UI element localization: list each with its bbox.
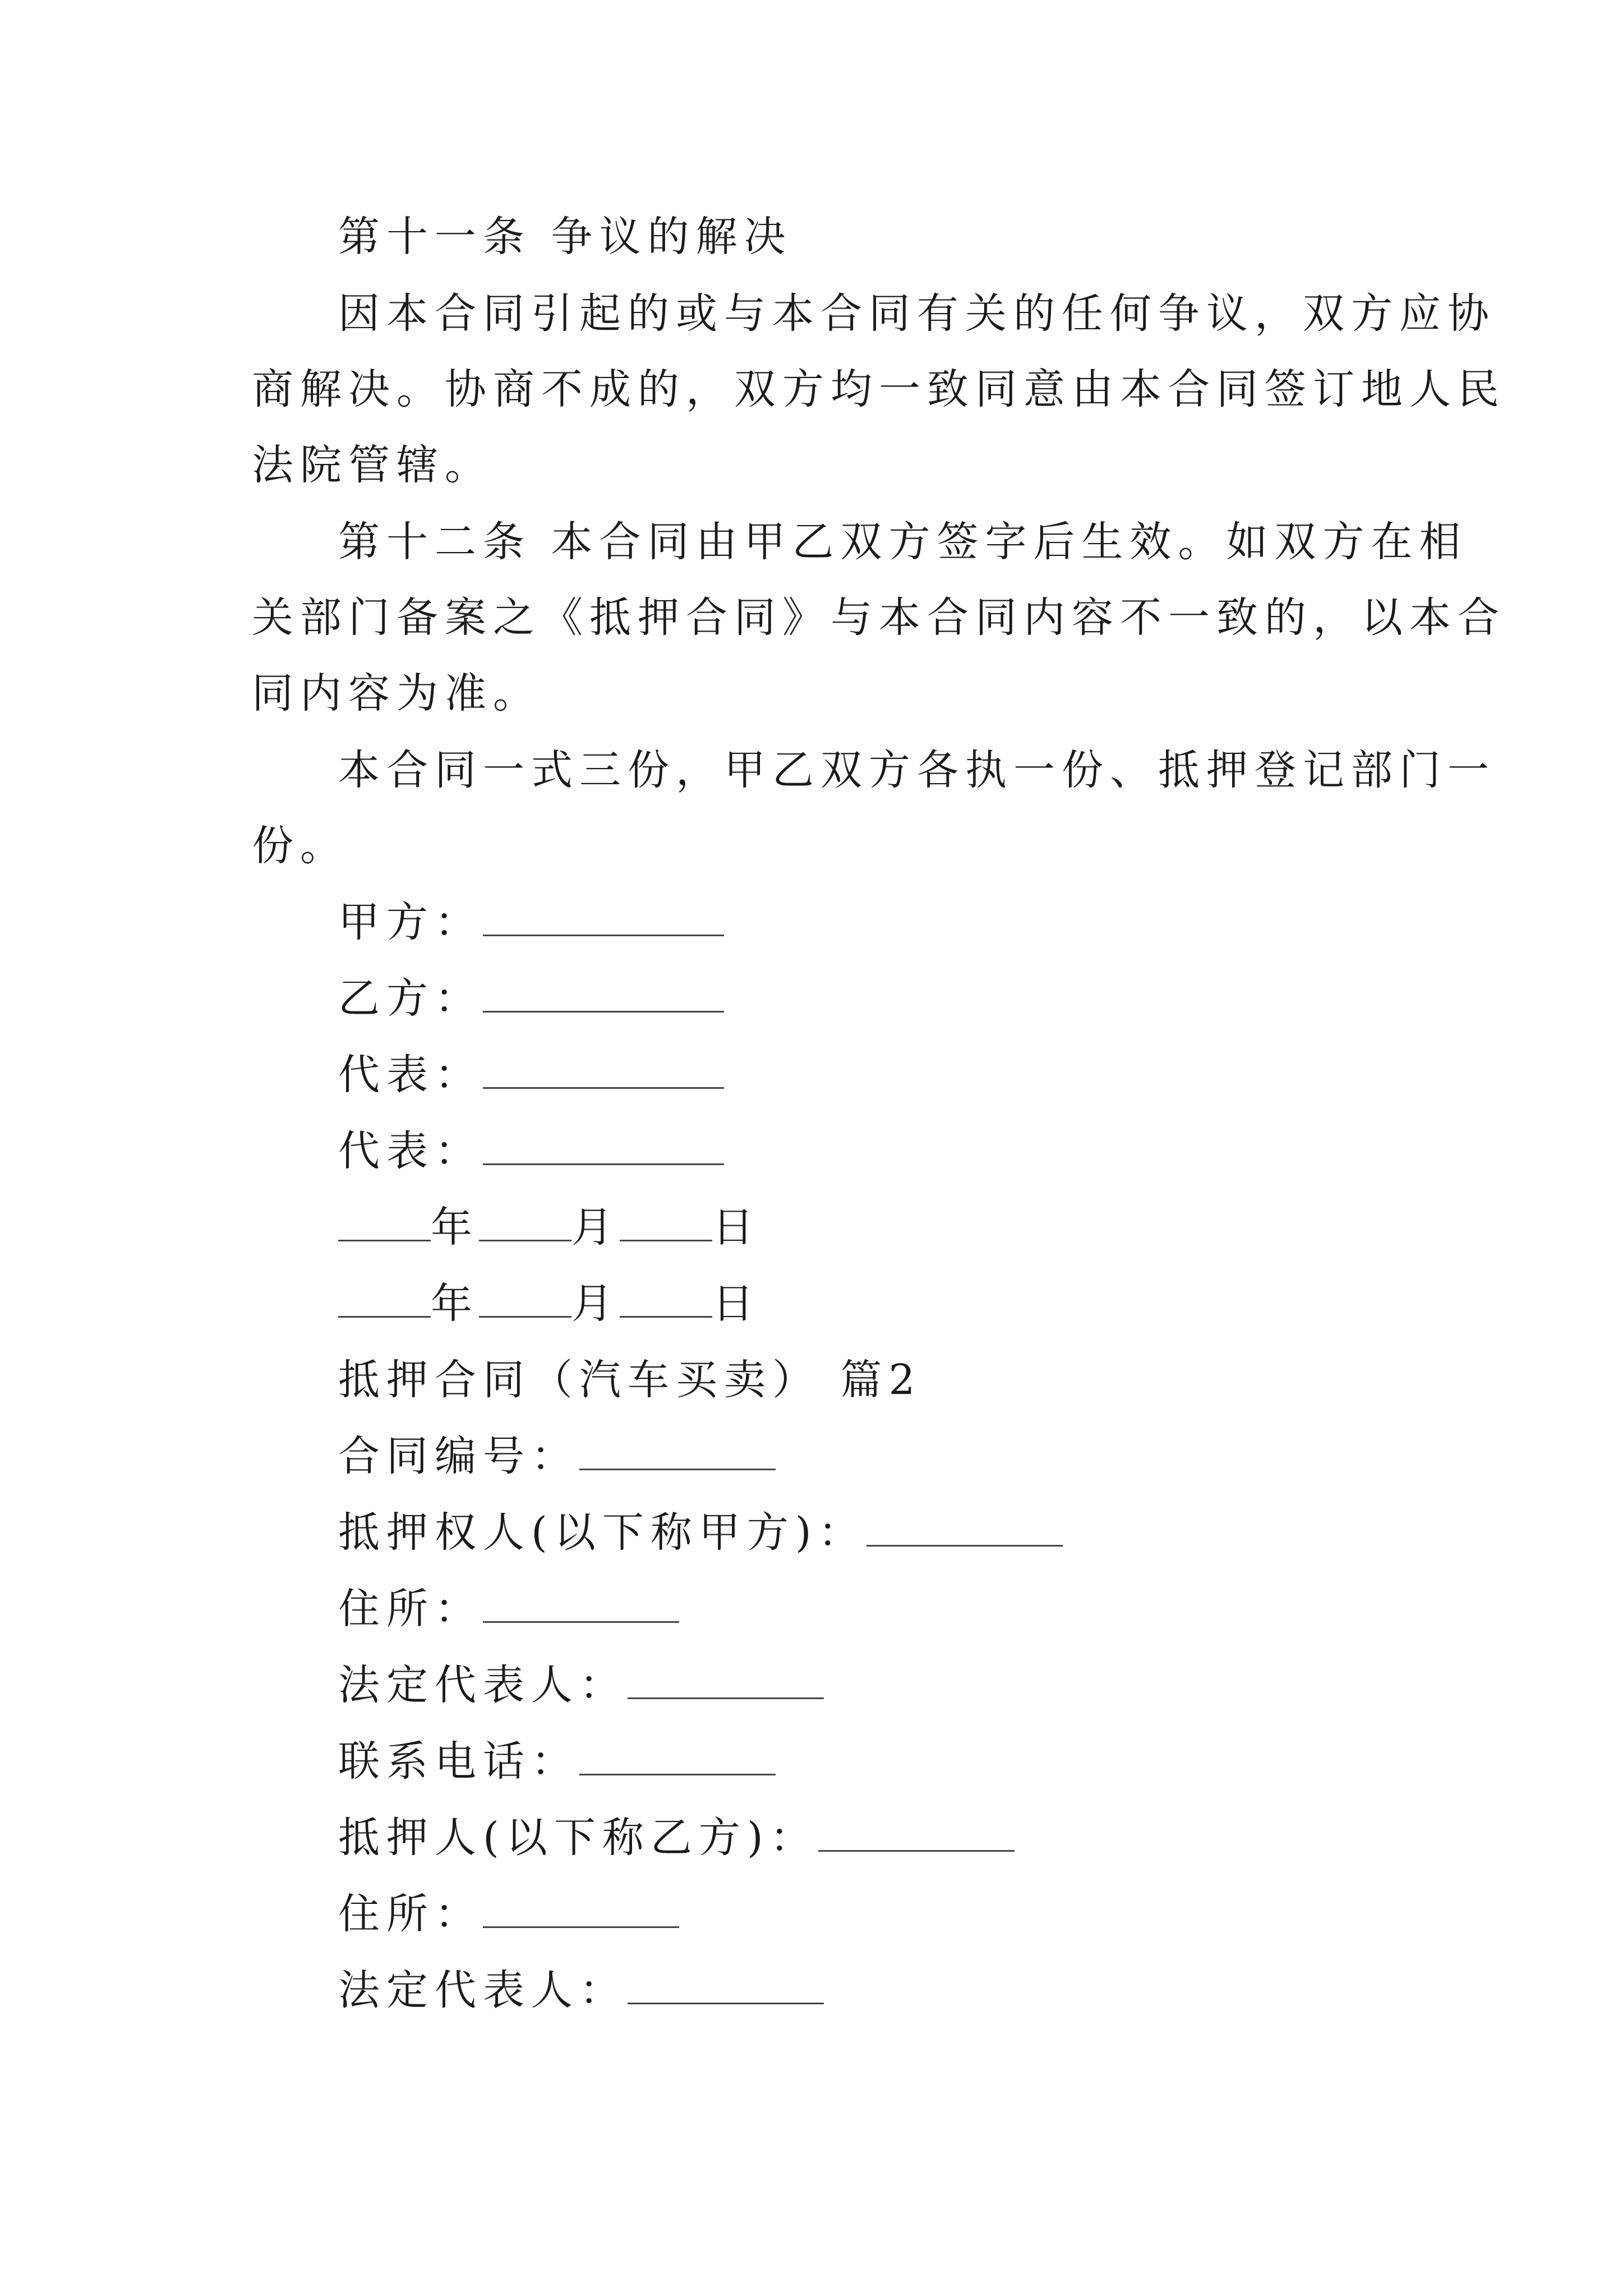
section-2-title: 抵押合同（汽车买卖） 篇2 <box>338 1356 922 1404</box>
month-blank <box>479 1206 571 1241</box>
mortgagee-line <box>338 1508 1063 1557</box>
contract-number-line <box>338 1432 776 1481</box>
representative-1-line <box>338 1050 724 1099</box>
article-11-line-2: 商解决。协商不成的，双方均一致同意由本合同签订地人民 <box>252 365 1506 413</box>
legal-rep-1-line <box>338 1660 824 1710</box>
month-label: 月 <box>571 1280 620 1328</box>
year-label: 年 <box>431 1203 479 1251</box>
party-a-label: 甲方： <box>338 898 483 946</box>
phone-label: 联系电话： <box>338 1737 579 1786</box>
article-12-line-1: 第十二条 本合同由甲乙双方签字后生效。如双方在相 <box>338 518 1468 566</box>
month-label: 月 <box>571 1203 620 1251</box>
address-1-label: 住所： <box>338 1585 483 1633</box>
address-2-line <box>338 1889 679 1939</box>
month-blank <box>479 1282 571 1318</box>
party-a-blank <box>483 901 724 936</box>
article-11-line-1: 因本合同引起的或与本合同有关的任何争议，双方应协 <box>338 289 1496 338</box>
article-12-line-3: 同内容为准。 <box>252 669 541 717</box>
mortgagee-blank <box>866 1511 1063 1547</box>
representative-1-blank <box>483 1053 724 1089</box>
legal-rep-2-line <box>338 1966 824 2015</box>
copies-line-1: 本合同一式三份，甲乙双方各执一份、抵押登记部门一 <box>338 746 1496 794</box>
address-2-label: 住所： <box>338 1890 483 1938</box>
legal-rep-2-blank <box>628 1969 824 2004</box>
day-label: 日 <box>712 1280 760 1328</box>
party-b-blank <box>483 977 724 1013</box>
copies-line-2: 份。 <box>252 822 348 870</box>
date-line-1 <box>338 1203 760 1252</box>
representative-2-label: 代表： <box>338 1127 483 1175</box>
mortgagee-label: 抵押权人(以下称甲方)： <box>338 1508 866 1557</box>
legal-rep-1-blank <box>628 1664 824 1699</box>
article-11-heading: 第十一条 争议的解决 <box>338 213 792 261</box>
mortgagor-line <box>338 1813 1015 1862</box>
phone-line <box>338 1737 776 1786</box>
representative-2-blank <box>483 1130 724 1165</box>
mortgagor-label: 抵押人(以下称乙方)： <box>338 1814 818 1862</box>
year-blank <box>338 1282 431 1318</box>
phone-blank <box>579 1740 776 1775</box>
mortgagor-blank <box>818 1816 1015 1852</box>
representative-2-line <box>338 1126 724 1176</box>
year-label: 年 <box>431 1280 479 1328</box>
legal-rep-1-label: 法定代表人： <box>338 1661 628 1709</box>
address-1-line <box>338 1584 679 1634</box>
day-blank <box>620 1206 712 1241</box>
address-2-blank <box>483 1893 679 1928</box>
article-12-line-2: 关部门备案之《抵押合同》与本合同内容不一致的，以本合 <box>252 593 1506 642</box>
article-11-line-3: 法院管辖。 <box>252 441 493 489</box>
date-line-2 <box>338 1279 760 1328</box>
legal-rep-2-label: 法定代表人： <box>338 1966 628 2014</box>
contract-number-blank <box>579 1435 776 1470</box>
day-blank <box>620 1282 712 1318</box>
contract-number-label: 合同编号： <box>338 1432 579 1480</box>
representative-1-label: 代表： <box>338 1051 483 1099</box>
party-a-signature-line <box>338 898 724 947</box>
party-b-signature-line <box>338 974 724 1023</box>
year-blank <box>338 1206 431 1241</box>
address-1-blank <box>483 1588 679 1623</box>
day-label: 日 <box>712 1203 760 1251</box>
party-b-label: 乙方： <box>338 974 483 1023</box>
